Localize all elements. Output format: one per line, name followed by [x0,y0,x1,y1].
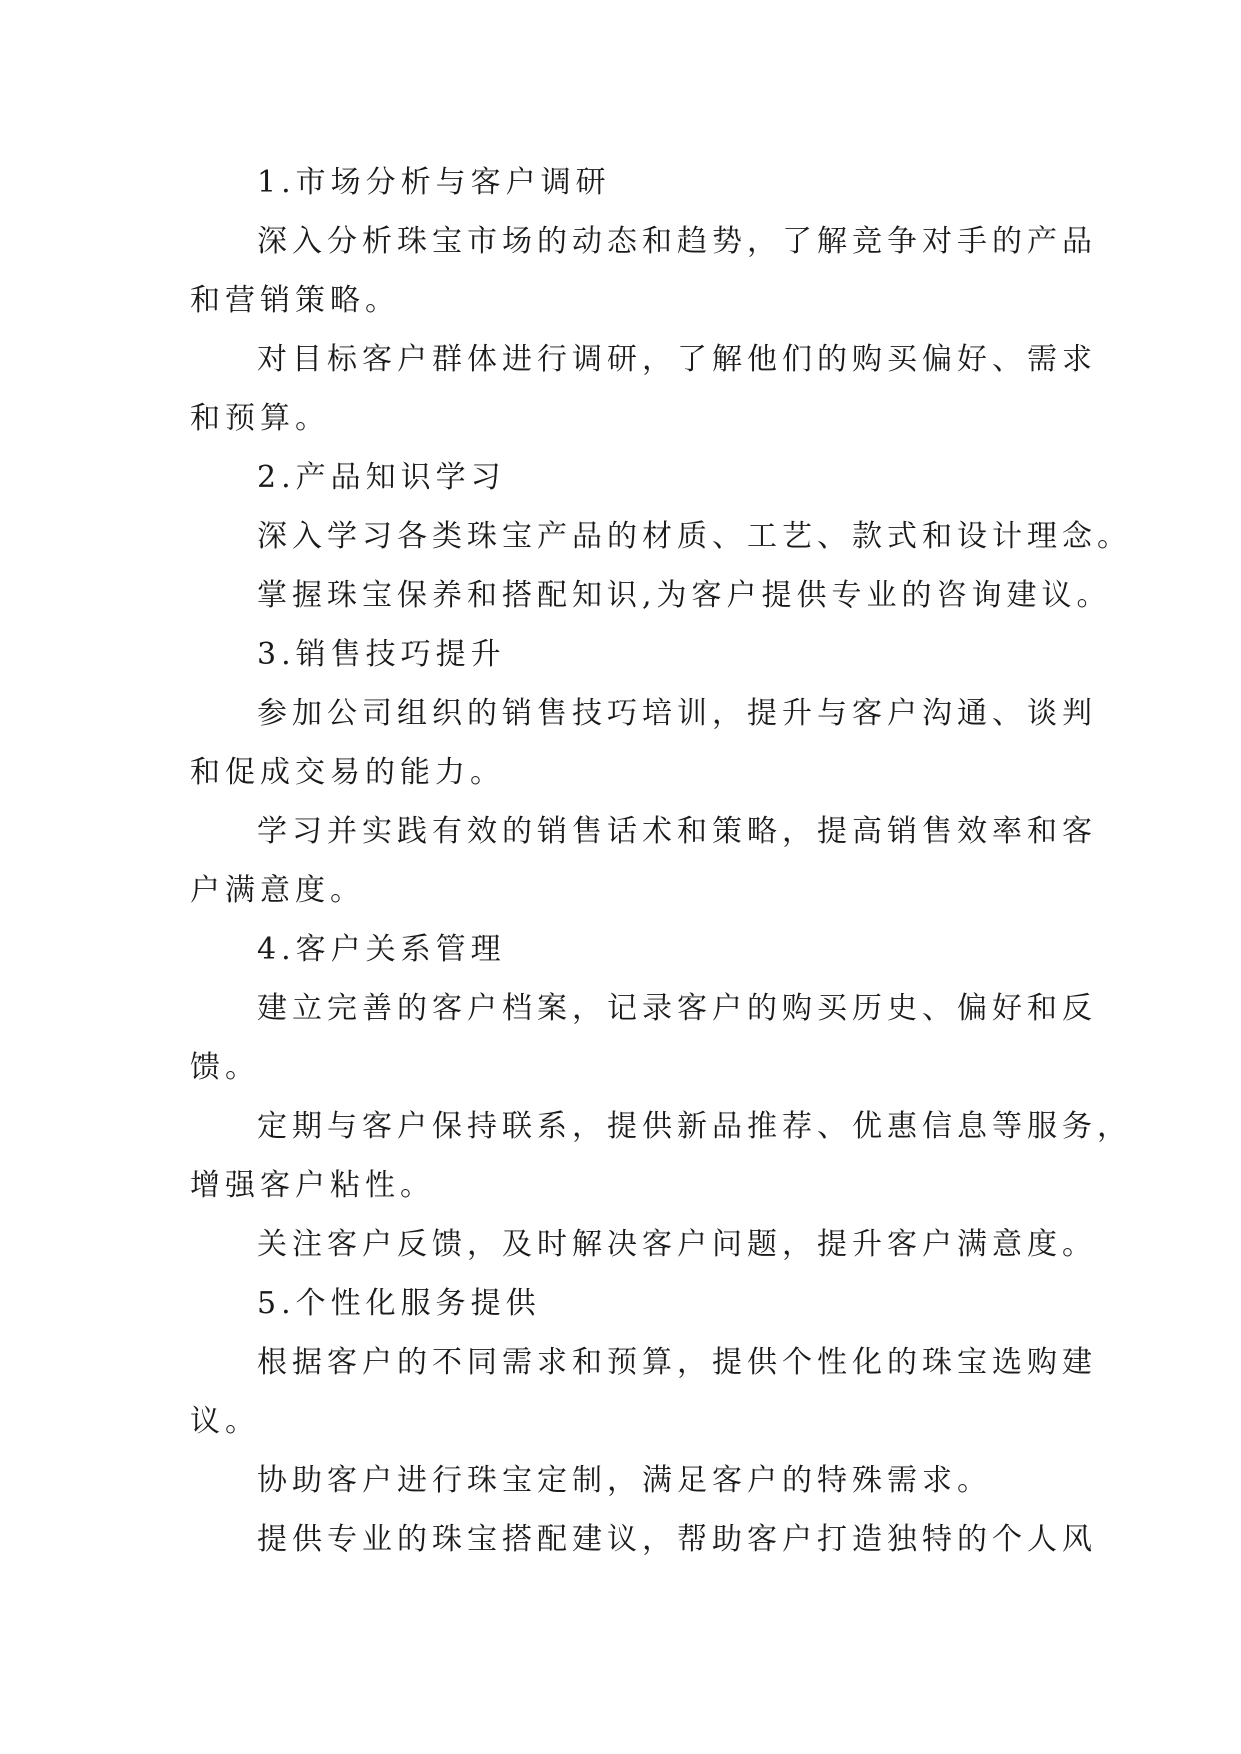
text-line: 户满意度。 [190,873,365,908]
text-line: 议。 [190,1404,260,1439]
document-body [190,153,1132,1569]
text-line: 2.产品知识学习 [257,460,506,495]
text-line: 3.销售技巧提升 [257,637,506,672]
text-line: 建立完善的客户档案，记录客户的购买历史、偏好和反 [257,991,1097,1026]
text-line: 4.客户关系管理 [257,932,506,967]
text-line: 参加公司组织的销售技巧培训，提升与客户沟通、谈判 [257,696,1097,731]
text-line: 掌握珠宝保养和搭配知识,为客户提供专业的咨询建议。 [257,578,1112,613]
text-line: 定期与客户保持联系，提供新品推荐、优惠信息等服务， [257,1109,1132,1144]
text-line: 增强客户粘性。 [190,1168,435,1203]
text-line: 和营销策略。 [190,283,400,318]
text-line: 关注客户反馈，及时解决客户问题，提升客户满意度。 [257,1227,1097,1262]
text-line: 和预算。 [190,401,330,436]
text-line: 馈。 [190,1050,260,1085]
text-line: 对目标客户群体进行调研，了解他们的购买偏好、需求 [257,342,1097,377]
text-line: 1.市场分析与客户调研 [257,165,611,200]
text-line: 和促成交易的能力。 [190,755,505,790]
text-line: 协助客户进行珠宝定制，满足客户的特殊需求。 [257,1463,992,1498]
text-line: 深入分析珠宝市场的动态和趋势，了解竞争对手的产品 [257,224,1097,259]
text-line: 深入学习各类珠宝产品的材质、工艺、款式和设计理念。 [257,519,1132,554]
text-line: 学习并实践有效的销售话术和策略，提高销售效率和客 [257,814,1097,849]
text-line: 根据客户的不同需求和预算，提供个性化的珠宝选购建 [257,1345,1097,1380]
text-line: 提供专业的珠宝搭配建议，帮助客户打造独特的个人风 [257,1522,1097,1557]
text-line: 5.个性化服务提供 [257,1286,541,1321]
